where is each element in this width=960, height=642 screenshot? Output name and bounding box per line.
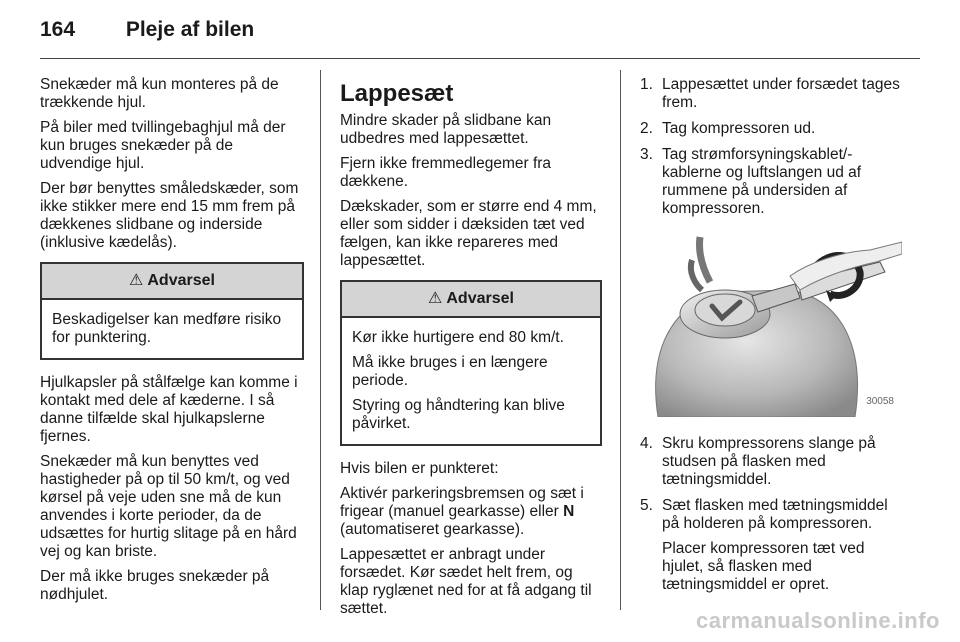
step-number: 3. <box>640 146 653 163</box>
header-rule <box>40 58 920 59</box>
warning-body <box>42 300 302 358</box>
paragraph: Der bør benyttes småledskæder, som ikke stikker mere end 15 mm frem på dækkenes slidbane og inderside (inklusive kædelås). <box>40 180 299 251</box>
warning-header <box>42 264 302 300</box>
page-header <box>40 18 254 42</box>
text-run: (automatiseret gearkasse). <box>340 521 525 538</box>
paragraph: Hvis bilen er punkteret: <box>340 460 499 477</box>
step-number: 1. <box>640 76 653 93</box>
steps-list-b <box>640 435 902 594</box>
step-text: Skru kompressorens slange på studsen på flasken med tætningsmiddel. <box>662 435 876 488</box>
warning-line: Kør ikke hurtigere end 80 km/t. <box>352 329 564 346</box>
page-title: Pleje af bilen <box>125 18 255 41</box>
column-1 <box>40 76 304 611</box>
warning-title: Advarsel <box>446 290 514 307</box>
warning-line: Må ikke bruges i en længere periode. <box>352 354 548 389</box>
warning-text: Beskadigelser kan medføre risiko for punktering. <box>52 311 282 346</box>
step-text: Lappesættet under forsædet tages frem. <box>662 76 900 111</box>
section-heading: Lappesæt <box>340 80 454 107</box>
text-run: Aktivér parkeringsbremsen og sæt i frigear (manuel gearkasse) eller <box>340 485 584 520</box>
step-number: 2. <box>640 120 653 137</box>
warning-icon: ⚠ <box>428 290 443 307</box>
list-item <box>640 497 902 594</box>
paragraph: Snekæder må kun benyttes ved hastigheder på op til 50 km/t, og ved kørsel på veje uden sne må de kun anvendes i korte perioder, da de udsættes for hurtig slitage på en hård vej og kan briste. <box>40 453 297 560</box>
paragraph: Snekæder må kun monteres på de trækkende hjul. <box>40 76 279 111</box>
step-number: 5. <box>640 497 653 514</box>
paragraph: Dækskader, som er større end 4 mm, eller som sidder i dæksiden tæt ved fælgen, kan ikke repareres med lappesættet. <box>340 198 597 269</box>
warning-icon: ⚠ <box>129 272 144 289</box>
figure-number: 30058 <box>866 396 894 407</box>
step-text: Tag strømforsyningskablet/-kablerne og luftslangen ud af rummene på undersiden af kompressoren. <box>662 146 862 217</box>
step-text: Sæt flasken med tætningsmiddel på holderen på kompressoren. <box>662 497 888 532</box>
warning-title: Advarsel <box>147 272 215 289</box>
column-divider-1 <box>320 70 321 610</box>
warning-box <box>340 280 602 446</box>
paragraph <box>340 485 602 539</box>
paragraph: Lappesættet er anbragt under forsædet. Kør sædet helt frem, og klap ryglænet ned for at få adgang til sættet. <box>340 546 592 617</box>
step-text: Tag kompressoren ud. <box>662 120 816 137</box>
warning-header <box>342 282 600 318</box>
paragraph: Der må ikke bruges snekæder på nødhjulet. <box>40 568 270 603</box>
compressor-drawing <box>640 232 902 417</box>
list-item <box>640 76 902 112</box>
step-subtext: Placer kompressoren tæt ved hjulet, så flasken med tætningsmiddel er opret. <box>662 540 865 593</box>
warning-box <box>40 262 304 360</box>
paragraph: På biler med tvillingebaghjul må der kun bruges snekæder på de udvendige hjul. <box>40 119 286 172</box>
step-number: 4. <box>640 435 653 452</box>
steps-list-a <box>640 76 902 218</box>
watermark: carmanualsonline.info <box>696 608 940 633</box>
gear-n: N <box>563 503 575 520</box>
warning-line: Styring og håndtering kan blive påvirket. <box>352 397 565 432</box>
list-item <box>640 120 902 138</box>
list-item <box>640 435 902 489</box>
paragraph: Hjulkapsler på stålfælge kan komme i kontakt med dele af kæderne. I så danne tilfælde skal hjulkapslerne fjernes. <box>40 374 298 445</box>
column-3 <box>640 76 902 602</box>
list-item <box>640 146 902 218</box>
compressor-illustration <box>640 232 902 417</box>
warning-body <box>342 318 600 444</box>
column-2 <box>340 76 602 625</box>
page-number: 164 <box>40 18 76 41</box>
column-divider-2 <box>620 70 621 610</box>
paragraph: Mindre skader på slidbane kan udbedres med lappesættet. <box>340 112 552 147</box>
paragraph: Fjern ikke fremmedlegemer fra dækkene. <box>340 155 552 190</box>
